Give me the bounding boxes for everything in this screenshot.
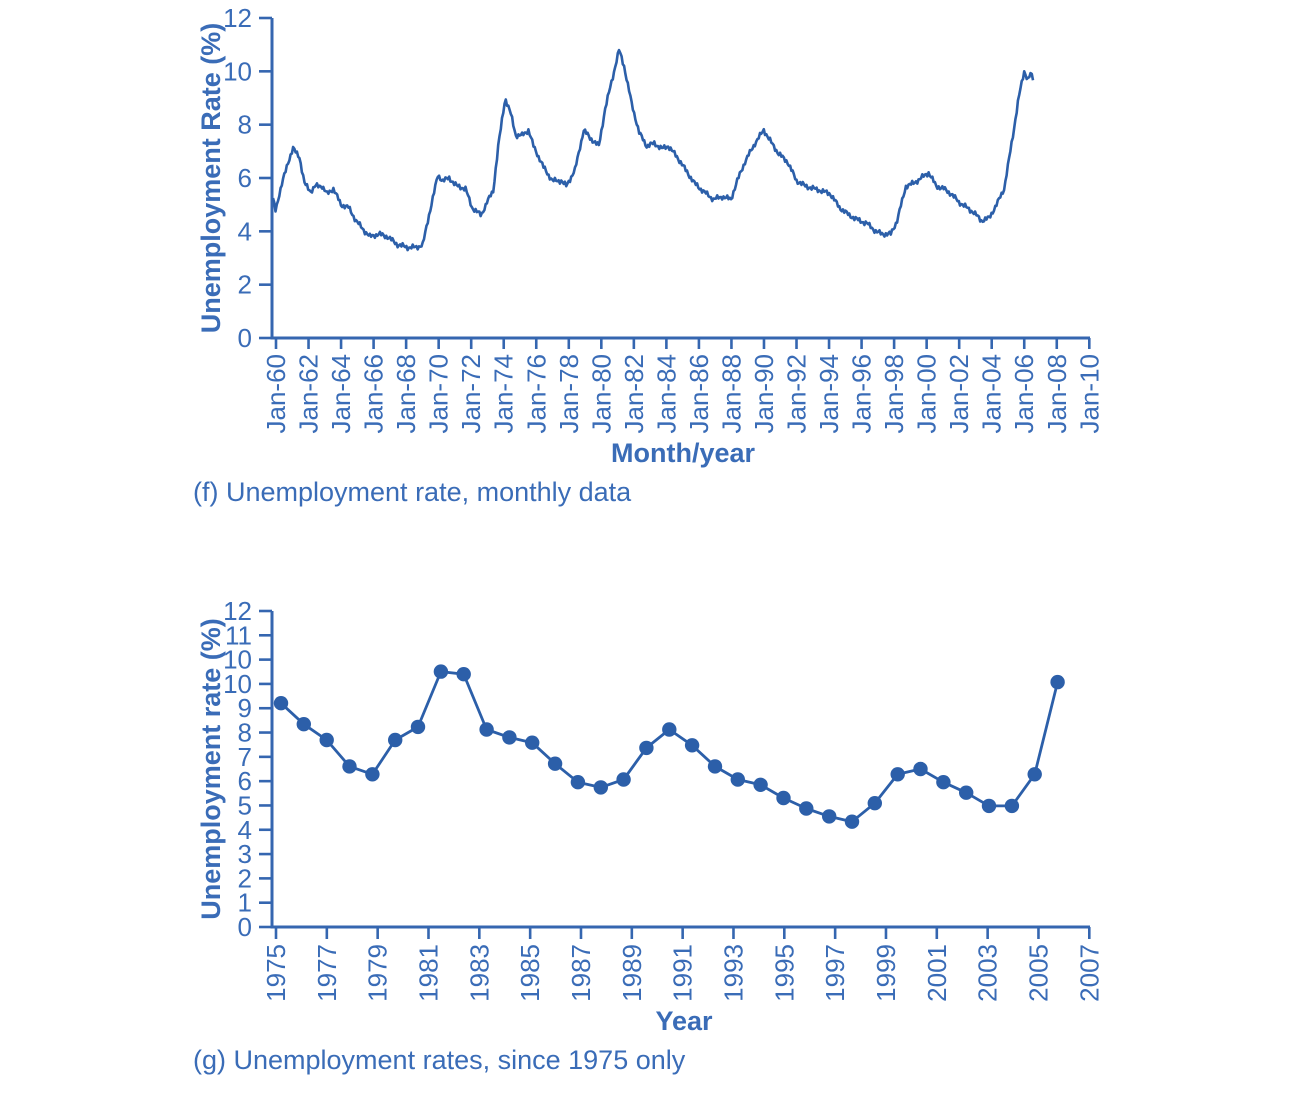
chart-g-y-tick-label: 3 — [237, 839, 252, 870]
chart-g-data-point — [685, 738, 699, 752]
chart-g-annual — [196, 596, 1104, 1036]
chart-g-data-point — [936, 775, 950, 789]
chart-g-x-tick-label: 1979 — [362, 944, 393, 1002]
chart-g-data-point — [731, 772, 745, 786]
chart-g-data-point — [525, 736, 539, 750]
chart-g-axis-lines — [272, 611, 1090, 927]
chart-g-data-markers — [274, 664, 1065, 829]
chart-f-x-tick-label: Jan-06 — [1009, 354, 1040, 434]
chart-f-x-tick-label: Jan-98 — [879, 354, 910, 434]
chart-f-x-tick-label: Jan-70 — [423, 354, 454, 434]
chart-f-y-tick-label: 2 — [237, 269, 252, 300]
chart-f-x-tick-label: Jan-88 — [716, 354, 747, 434]
chart-f-x-tick-label: Jan-10 — [1074, 354, 1105, 434]
chart-g-data-point — [274, 696, 288, 710]
chart-g-y-tick-label: 9 — [237, 693, 252, 724]
chart-g-x-tick-label: 2007 — [1074, 944, 1105, 1002]
chart-f-y-axis-title: Unemployment Rate (%) — [196, 22, 226, 334]
chart-g-data-point — [891, 767, 905, 781]
chart-g-axes — [272, 611, 1090, 927]
chart-f-y-tick-label: 10 — [223, 56, 252, 87]
chart-f-y-tick-label: 6 — [237, 163, 252, 193]
chart-g-data-point — [822, 809, 836, 823]
chart-g-data-point — [297, 717, 311, 731]
chart-g-data-point — [342, 759, 356, 773]
chart-g-data-point — [365, 767, 379, 781]
caption-chart-g: (g) Unemployment rates, since 1975 only — [193, 1045, 686, 1075]
caption-chart-f: (f) Unemployment rate, monthly data — [193, 477, 632, 507]
chart-f-x-tick-label: Jan-68 — [391, 354, 422, 434]
chart-f-x-tick-label: Jan-76 — [521, 354, 552, 434]
chart-f-y-tick-label: 12 — [223, 3, 252, 33]
chart-g-y-axis-title: Unemployment rate (%) — [196, 618, 226, 920]
chart-g-data-point — [548, 757, 562, 771]
chart-g-data-point — [639, 741, 653, 755]
chart-g-x-axis-title: Year — [655, 1006, 713, 1036]
chart-g-y-tick-label: 10 — [223, 668, 252, 699]
chart-f-x-tick-label: Jan-90 — [748, 354, 779, 434]
chart-g-data-point — [1005, 799, 1019, 813]
chart-g-x-tick-label: 1991 — [667, 944, 698, 1002]
chart-f-y-tick-label: 4 — [237, 216, 252, 247]
chart-g-data-point — [411, 720, 425, 734]
chart-g-y-tick-label: 1 — [237, 887, 252, 918]
chart-g-x-tick-label: 1985 — [515, 944, 546, 1002]
chart-f-x-tick-label: Jan-66 — [358, 354, 389, 434]
chart-g-data-point — [959, 786, 973, 800]
chart-f-x-tick-label: Jan-96 — [846, 354, 877, 434]
chart-f-x-axis-title: Month/year — [610, 438, 756, 468]
chart-f-y-tick-label: 8 — [237, 109, 252, 140]
chart-g-x-tick-label: 1987 — [565, 944, 596, 1002]
chart-g-x-tick-label: 2001 — [921, 944, 952, 1002]
chart-g-y-tick-label: 12 — [223, 596, 252, 626]
chart-f-x-tick-label: Jan-60 — [261, 354, 291, 434]
chart-f-x-tick-label: Jan-86 — [683, 354, 714, 434]
chart-g-data-point — [982, 799, 996, 813]
chart-g-x-tick-label: 1981 — [413, 944, 444, 1002]
chart-f-x-tick-label: Jan-84 — [651, 354, 682, 434]
chart-g-data-point — [776, 791, 790, 805]
chart-g-data-point — [616, 772, 630, 786]
chart-g-x-tick-label: 1993 — [718, 944, 749, 1002]
chart-g-y-tick-label: 2 — [237, 863, 252, 894]
chart-g-data-point — [753, 778, 767, 792]
chart-g-x-tick-label: 1997 — [820, 944, 851, 1002]
chart-g-data-point — [320, 733, 334, 747]
chart-f-x-tick-label: Jan-62 — [293, 354, 324, 434]
chart-g-x-tick-label: 1975 — [261, 944, 291, 1002]
chart-g-data-point — [434, 664, 448, 678]
chart-g-y-tick-label: 7 — [237, 741, 252, 772]
chart-f-x-tick-label: Jan-04 — [976, 354, 1007, 434]
chart-g-data-point — [479, 722, 493, 736]
chart-f-axes — [272, 18, 1090, 338]
chart-g-data-point — [845, 815, 859, 829]
chart-f-x-tick-label: Jan-74 — [488, 354, 519, 434]
chart-g-data-point — [571, 775, 585, 789]
chart-g-y-tick-label: 5 — [237, 790, 252, 821]
chart-g-data-point — [868, 796, 882, 810]
chart-f-x-tick-label: Jan-80 — [586, 354, 617, 434]
chart-f-unemployment-line — [273, 50, 1033, 250]
chart-g-data-point — [594, 780, 608, 794]
chart-g-x-tick-label: 2005 — [1023, 944, 1054, 1002]
chart-g-data-point — [1050, 675, 1064, 689]
chart-g-data-point — [457, 667, 471, 681]
chart-f-x-tick-label: Jan-64 — [326, 354, 357, 434]
chart-g-data-point — [388, 733, 402, 747]
chart-f-x-tick-label: Jan-82 — [618, 354, 649, 434]
chart-g-x-tick-label: 1983 — [464, 944, 495, 1002]
chart-g-data-point — [502, 730, 516, 744]
chart-f-series-line — [273, 50, 1033, 250]
chart-f-axis-lines — [272, 18, 1090, 338]
chart-g-tick-labels — [223, 596, 1104, 1002]
chart-f-y-tick-label: 0 — [237, 323, 252, 353]
chart-g-data-point — [799, 801, 813, 815]
chart-f-x-tick-label: Jan-94 — [814, 354, 845, 434]
chart-g-x-tick-label: 1977 — [311, 944, 342, 1002]
chart-g-data-point — [1028, 767, 1042, 781]
chart-f-x-tick-label: Jan-78 — [553, 354, 584, 434]
chart-f-x-tick-label: Jan-08 — [1041, 354, 1072, 434]
chart-f-x-tick-label: Jan-72 — [456, 354, 487, 434]
chart-f-x-tick-label: Jan-02 — [944, 354, 975, 434]
chart-f-x-tick-label: Jan-92 — [781, 354, 812, 434]
chart-g-y-tick-label: 11 — [225, 620, 252, 651]
chart-g-x-tick-label: 1999 — [870, 944, 901, 1002]
chart-f-monthly — [196, 3, 1104, 468]
chart-g-y-tick-label: 8 — [237, 717, 252, 748]
chart-g-data-point — [708, 759, 722, 773]
chart-g-x-tick-label: 1989 — [616, 944, 647, 1002]
chart-g-y-tick-label: 4 — [237, 814, 252, 845]
chart-g-data-point — [913, 762, 927, 776]
chart-g-y-tick-label: 6 — [237, 766, 252, 797]
chart-g-x-tick-label: 1995 — [769, 944, 800, 1002]
chart-g-y-tick-label: 0 — [237, 912, 252, 942]
chart-g-data-point — [662, 722, 676, 736]
chart-g-x-tick-label: 2003 — [972, 943, 1003, 1002]
chart-f-x-tick-label: Jan-00 — [911, 354, 942, 434]
chart-g-y-tick-label: 10 — [223, 644, 252, 675]
